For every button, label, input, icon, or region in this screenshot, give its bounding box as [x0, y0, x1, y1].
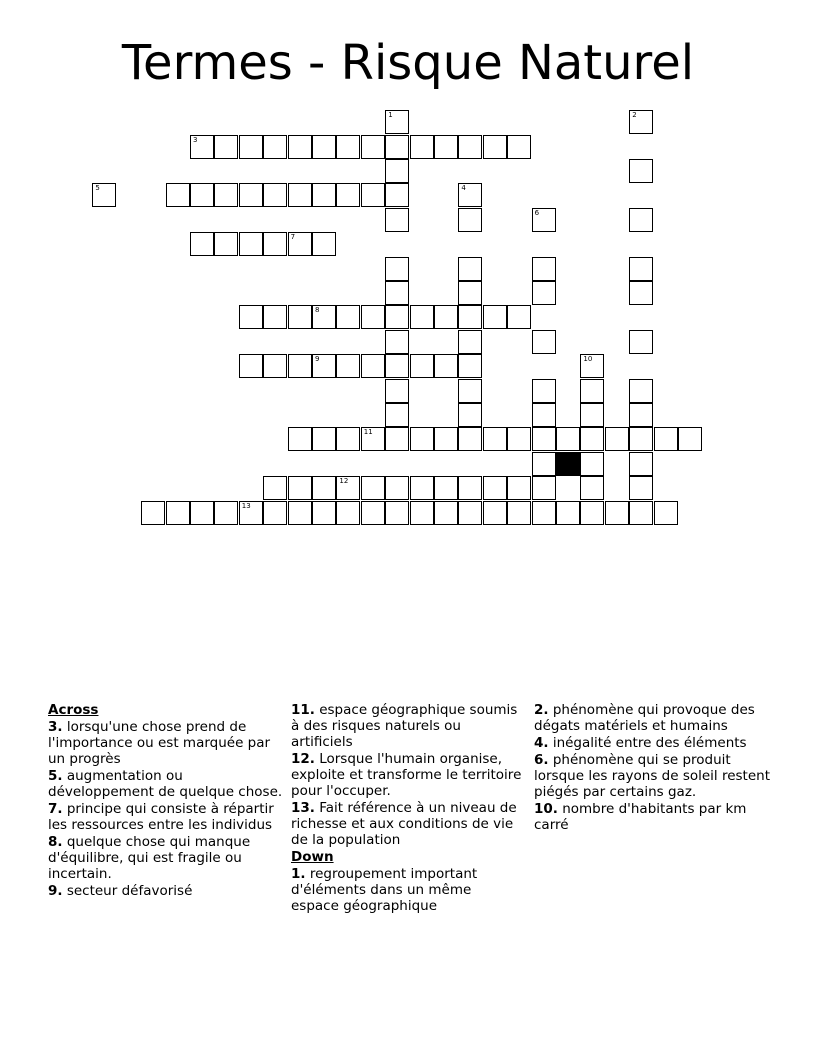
grid-cell[interactable] — [629, 379, 653, 403]
grid-cell[interactable] — [458, 208, 482, 232]
grid-cell[interactable] — [507, 427, 531, 451]
grid-cell[interactable] — [361, 476, 385, 500]
clue-number: 3. — [48, 719, 63, 735]
clue-number: 9. — [48, 883, 63, 899]
grid-cell[interactable] — [532, 403, 556, 427]
clue-number-label: 13 — [241, 501, 251, 510]
grid-cell[interactable] — [434, 354, 458, 378]
clue-item — [534, 801, 774, 833]
grid-cell[interactable] — [410, 305, 434, 329]
grid-cell[interactable] — [239, 135, 263, 159]
clue-number-label: 10 — [583, 355, 593, 364]
black-cell — [556, 452, 580, 476]
clue-number-label: 2 — [632, 111, 637, 120]
grid-cell[interactable] — [507, 135, 531, 159]
grid-cell[interactable] — [629, 110, 653, 134]
grid-cell[interactable] — [239, 183, 263, 207]
grid-cell[interactable] — [629, 501, 653, 525]
grid-cell[interactable] — [385, 135, 409, 159]
grid-cell[interactable] — [312, 427, 336, 451]
grid-cell[interactable] — [361, 354, 385, 378]
grid-cell[interactable] — [239, 305, 263, 329]
grid-cell[interactable] — [336, 183, 360, 207]
grid-cell[interactable] — [385, 110, 409, 134]
grid-cell[interactable] — [629, 403, 653, 427]
grid-cell[interactable] — [629, 257, 653, 281]
down-clue-list — [291, 866, 523, 914]
grid-cell[interactable] — [336, 427, 360, 451]
grid-cell[interactable] — [458, 305, 482, 329]
clue-item — [48, 883, 284, 899]
clue-number: 1. — [291, 866, 306, 882]
clue-item — [291, 702, 523, 750]
grid-cell[interactable] — [239, 501, 263, 525]
grid-cell[interactable] — [385, 403, 409, 427]
grid-cell[interactable] — [336, 476, 360, 500]
clue-number-label: 6 — [534, 208, 540, 217]
grid-cell[interactable] — [214, 183, 238, 207]
grid-cell[interactable] — [166, 183, 190, 207]
grid-cell[interactable] — [263, 183, 287, 207]
grid-cell[interactable] — [214, 135, 238, 159]
clue-text: espace géographique soumis à des risques naturels ou artificiels — [291, 702, 518, 750]
grid-cell[interactable] — [312, 305, 336, 329]
grid-cell[interactable] — [483, 305, 507, 329]
grid-cell[interactable] — [580, 476, 604, 500]
grid-cell[interactable] — [190, 232, 214, 256]
grid-cell[interactable] — [288, 183, 312, 207]
grid-cell[interactable] — [214, 232, 238, 256]
grid-cell[interactable] — [507, 305, 531, 329]
grid-cell[interactable] — [434, 476, 458, 500]
grid-cell[interactable] — [507, 476, 531, 500]
down-clue-list-continued — [534, 702, 774, 833]
grid-cell[interactable] — [190, 501, 214, 525]
clue-text: phénomène qui se produit lorsque les rayons de soleil restent piégés par certains gaz. — [534, 752, 770, 800]
clue-item — [48, 801, 284, 833]
grid-cell[interactable] — [458, 379, 482, 403]
clue-number-label: 5 — [95, 184, 100, 193]
grid-cell[interactable] — [385, 183, 409, 207]
grid-cell[interactable] — [532, 379, 556, 403]
clues-column-3 — [534, 702, 774, 834]
grid-cell[interactable] — [629, 208, 653, 232]
grid-cell[interactable] — [336, 305, 360, 329]
grid-cell[interactable] — [629, 452, 653, 476]
clue-item — [534, 702, 774, 734]
grid-cell[interactable] — [385, 281, 409, 305]
grid-cell[interactable] — [605, 501, 629, 525]
clue-number-label: 1 — [388, 111, 393, 120]
grid-cell[interactable] — [385, 330, 409, 354]
clue-text: augmentation ou développement de quelque chose. — [48, 768, 283, 800]
clue-text: regroupement important d'éléments dans un même espace géographique — [291, 866, 478, 914]
grid-cell[interactable] — [361, 305, 385, 329]
grid-cell[interactable] — [458, 330, 482, 354]
grid-cell[interactable] — [288, 476, 312, 500]
clue-number-label: 4 — [461, 184, 466, 193]
grid-cell[interactable] — [288, 232, 312, 256]
puzzle-title: Termes - Risque Naturel — [121, 35, 695, 91]
grid-cell[interactable] — [263, 232, 287, 256]
grid-cell[interactable] — [263, 501, 287, 525]
grid-cell[interactable] — [532, 208, 556, 232]
clue-number-label: 11 — [363, 428, 373, 437]
grid-cell[interactable] — [385, 208, 409, 232]
grid-cell[interactable] — [483, 501, 507, 525]
grid-cell[interactable] — [312, 501, 336, 525]
clue-text: Fait référence à un niveau de richesse et aux conditions de vie de la population — [291, 800, 517, 848]
grid-cell[interactable] — [288, 135, 312, 159]
clue-number: 8. — [48, 834, 63, 850]
grid-cell[interactable] — [532, 330, 556, 354]
grid-cell[interactable] — [263, 354, 287, 378]
grid-cell[interactable] — [239, 232, 263, 256]
clue-item — [291, 800, 523, 848]
grid-cell[interactable] — [434, 305, 458, 329]
grid-cell[interactable] — [629, 281, 653, 305]
clue-number: 12. — [291, 751, 315, 767]
grid-cell[interactable] — [532, 452, 556, 476]
grid-cell[interactable] — [239, 354, 263, 378]
clue-number-label: 12 — [339, 477, 349, 486]
clue-item — [534, 752, 774, 800]
grid-cell[interactable] — [532, 427, 556, 451]
grid-cell[interactable] — [629, 427, 653, 451]
clue-item — [291, 866, 523, 914]
grid-cell[interactable] — [629, 159, 653, 183]
clues-section — [48, 702, 788, 962]
grid-cell[interactable] — [532, 476, 556, 500]
grid-cell[interactable] — [458, 183, 482, 207]
clue-number: 10. — [534, 801, 558, 817]
grid-cell[interactable] — [385, 501, 409, 525]
grid-cell[interactable] — [458, 281, 482, 305]
grid-cell[interactable] — [410, 476, 434, 500]
grid-cell[interactable] — [312, 354, 336, 378]
grid-cell[interactable] — [385, 379, 409, 403]
grid-cell[interactable] — [312, 232, 336, 256]
grid-cell[interactable] — [190, 183, 214, 207]
down-heading: Down — [291, 849, 334, 865]
grid-cell[interactable] — [654, 501, 678, 525]
grid-cell[interactable] — [629, 330, 653, 354]
grid-cell[interactable] — [580, 501, 604, 525]
grid-cell[interactable] — [312, 183, 336, 207]
grid-cell[interactable] — [458, 354, 482, 378]
clue-item — [48, 768, 284, 800]
grid-cell[interactable] — [288, 305, 312, 329]
grid-cell[interactable] — [361, 427, 385, 451]
grid-cell[interactable] — [556, 501, 580, 525]
clue-number: 2. — [534, 702, 549, 718]
grid-cell[interactable] — [141, 501, 165, 525]
grid-cell[interactable] — [678, 427, 702, 451]
grid-cell[interactable] — [532, 257, 556, 281]
grid-cell[interactable] — [458, 135, 482, 159]
clue-text: secteur défavorisé — [62, 883, 193, 899]
grid-cell[interactable] — [214, 501, 238, 525]
grid-cell[interactable] — [458, 257, 482, 281]
clue-item — [534, 735, 774, 751]
grid-cell[interactable] — [434, 427, 458, 451]
clue-number-label: 3 — [193, 135, 198, 144]
grid-cell[interactable] — [336, 501, 360, 525]
grid-cell[interactable] — [580, 379, 604, 403]
grid-cell[interactable] — [458, 427, 482, 451]
grid-cell[interactable] — [385, 159, 409, 183]
grid-cell[interactable] — [263, 476, 287, 500]
clue-text: nombre d'habitants par km carré — [534, 801, 747, 833]
grid-cell[interactable] — [385, 476, 409, 500]
grid-cell[interactable] — [532, 281, 556, 305]
clue-text: lorsqu'une chose prend de l'importance ou est marquée par un progrès — [48, 719, 271, 767]
grid-cell[interactable] — [483, 135, 507, 159]
grid-cell[interactable] — [263, 135, 287, 159]
grid-cell[interactable] — [629, 476, 653, 500]
clue-number: 4. — [534, 735, 549, 751]
grid-cell[interactable] — [288, 354, 312, 378]
grid-cell[interactable] — [361, 135, 385, 159]
grid-cell[interactable] — [654, 427, 678, 451]
grid-cell[interactable] — [410, 135, 434, 159]
clues-column-2 — [291, 702, 523, 915]
grid-cell[interactable] — [434, 135, 458, 159]
clue-text: Lorsque l'humain organise, exploite et transforme le territoire pour l'occuper. — [291, 751, 522, 799]
grid-cell[interactable] — [410, 427, 434, 451]
grid-cell[interactable] — [458, 476, 482, 500]
clue-number-label: 8 — [315, 306, 320, 315]
grid-cell[interactable] — [458, 403, 482, 427]
grid-cell[interactable] — [605, 427, 629, 451]
clue-number: 5. — [48, 768, 63, 784]
grid-cell[interactable] — [92, 183, 116, 207]
grid-cell[interactable] — [361, 501, 385, 525]
grid-cell[interactable] — [312, 135, 336, 159]
clue-item — [48, 719, 284, 767]
across-clue-list-continued — [291, 702, 523, 848]
clue-number: 6. — [534, 752, 549, 768]
grid-cell[interactable] — [458, 501, 482, 525]
grid-cell[interactable] — [434, 501, 458, 525]
grid-cell[interactable] — [483, 427, 507, 451]
clue-item — [291, 751, 523, 799]
clue-text: inégalité entre des éléments — [548, 735, 747, 751]
clue-number: 13. — [291, 800, 315, 816]
grid-cell[interactable] — [166, 501, 190, 525]
grid-cell[interactable] — [385, 427, 409, 451]
grid-cell[interactable] — [312, 476, 336, 500]
grid-cell[interactable] — [410, 354, 434, 378]
grid-cell[interactable] — [190, 135, 214, 159]
clue-text: principe qui consiste à répartir les ressources entre les individus — [48, 801, 274, 833]
grid-cell[interactable] — [385, 354, 409, 378]
grid-cell[interactable] — [288, 501, 312, 525]
grid-cell[interactable] — [580, 427, 604, 451]
grid-cell[interactable] — [288, 427, 312, 451]
across-clue-list — [48, 719, 284, 899]
clue-text: quelque chose qui manque d'équilibre, qui est fragile ou incertain. — [48, 834, 251, 882]
grid-cell[interactable] — [410, 501, 434, 525]
grid-cell[interactable] — [361, 183, 385, 207]
grid-cell[interactable] — [532, 501, 556, 525]
grid-cell[interactable] — [263, 305, 287, 329]
grid-cell[interactable] — [483, 476, 507, 500]
across-heading: Across — [48, 702, 99, 718]
grid-cell[interactable] — [385, 305, 409, 329]
clue-number-label: 7 — [290, 233, 296, 242]
clue-number: 11. — [291, 702, 315, 718]
clues-column-1 — [48, 702, 284, 900]
clue-number: 7. — [48, 801, 63, 817]
grid-cell[interactable] — [580, 403, 604, 427]
clue-text: phénomène qui provoque des dégats matériels et humains — [534, 702, 755, 734]
grid-cell[interactable] — [336, 135, 360, 159]
grid-cell[interactable] — [336, 354, 360, 378]
grid-cell[interactable] — [556, 427, 580, 451]
grid-cell[interactable] — [580, 354, 604, 378]
clue-item — [48, 834, 284, 882]
grid-cell[interactable] — [580, 452, 604, 476]
clue-number-label: 9 — [315, 355, 320, 364]
grid-cell[interactable] — [385, 257, 409, 281]
grid-cell[interactable] — [507, 501, 531, 525]
